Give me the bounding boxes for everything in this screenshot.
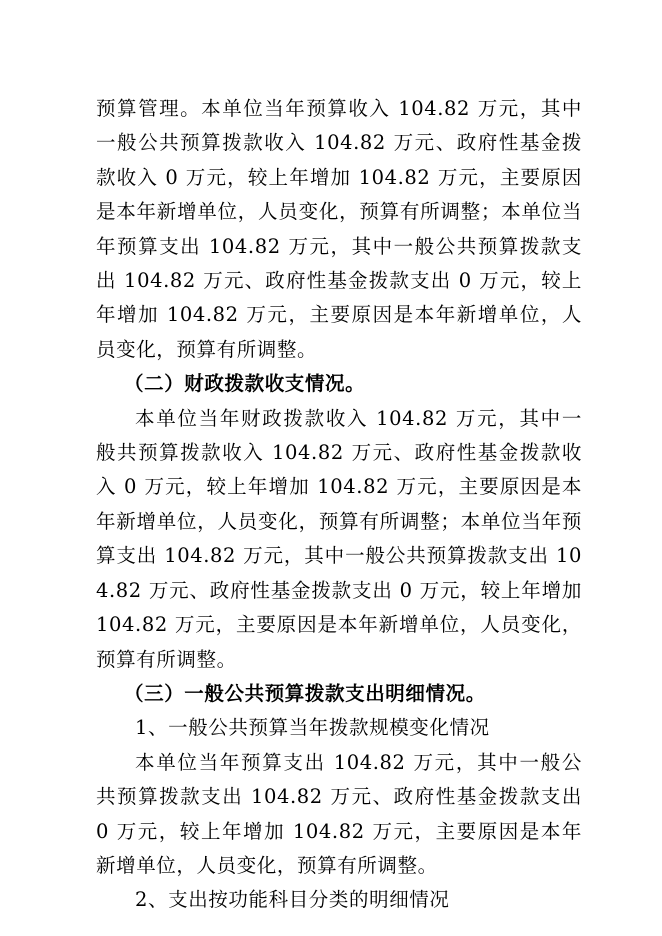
paragraph-budget-management: 预算管理。本单位当年预算收入 104.82 万元，其中一般公共预算拨款收入 104.82 万元、政府性基金拨款收入 0 万元，较上年增加 104.82 万元，主要原因是本年新增单位，人员变化，预算有所调整；本单位当年预算支出 104.82 万元，其中一般公共预算拨款支出 104.82 万元、政府性基金拨款支出 0 万元，较上年增加 104.82 万元，主要原因是本年新增单位，人员变化，预算有所调整。 (96, 97, 582, 361)
paragraph-fiscal-appropriation: 本单位当年财政拨款收入 104.82 万元，其中一般共预算拨款收入 104.82 万元、政府性基金拨款收入 0 万元，较上年增加 104.82 万元，主要原因是本年新增单位，人员变化，预算有所调整；本单位当年预算支出 104.82 万元，其中一般公共预算拨款支出 104.82 万元、政府性基金拨款支出 0 万元，较上年增加 104.82 万元，主要原因是本年新增单位，人员变化，预算有所调整。 (96, 406, 582, 671)
subheading-functional-classification: 2、支出按功能科目分类的明细情况 (135, 888, 450, 912)
heading-general-budget-detail: （三）一般公共预算拨款支出明细情况。 (124, 681, 486, 705)
paragraph-scale-change: 本单位当年预算支出 104.82 万元，其中一般公共预算拨款支出 104.82 万元、政府性基金拨款支出 0 万元，较上年增加 104.82 万元，主要原因是本年新增单位，人员变化，预算有所调整。 (96, 750, 582, 877)
document-body (96, 92, 582, 918)
heading-fiscal-appropriation: （二）财政拨款收支情况。 (124, 372, 366, 396)
subheading-scale-change: 1、一般公共预算当年拨款规模变化情况 (135, 716, 490, 740)
